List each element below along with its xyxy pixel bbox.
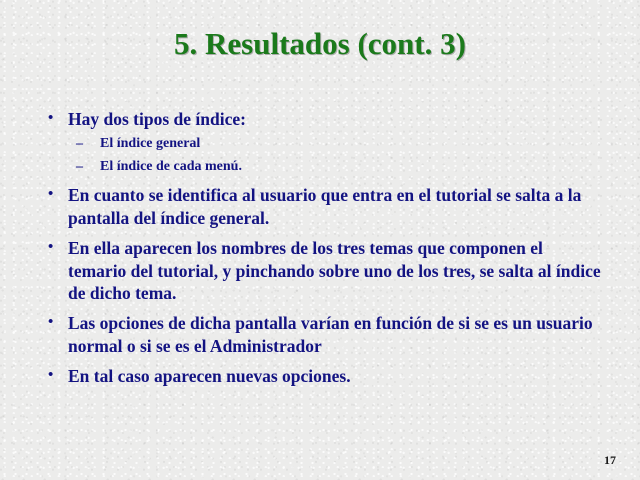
- bullet-icon: •: [48, 238, 54, 255]
- bullet-text: En ella aparecen los nombres de los tres temas que componen el temario del tutorial, y pinchando sobre uno de los tres, se salta al índice de dicho tema.: [68, 237, 601, 304]
- sub-bullet-text: El índice de cada menú.: [100, 159, 242, 175]
- page-number: 17: [604, 453, 616, 467]
- bullet-icon: •: [48, 314, 54, 331]
- bullet-list: [42, 108, 602, 387]
- sub-bullet-list: [68, 134, 602, 178]
- list-item: [68, 134, 602, 154]
- sub-bullet-text: El índice general: [100, 135, 201, 151]
- bullet-icon: •: [48, 186, 54, 203]
- bullet-text: Hay dos tipos de índice:: [68, 109, 246, 129]
- list-item: [42, 365, 602, 388]
- bullet-text: Las opciones de dicha pantalla varían en función de si se es un usuario normal o si se es el Administrador: [68, 313, 593, 356]
- bullet-text: En cuanto se identifica al usuario que entra en el tutorial se salta a la pantalla del índice general.: [68, 185, 582, 229]
- dash-icon: –: [76, 159, 83, 175]
- list-item: [42, 108, 602, 177]
- bullet-text: En tal caso aparecen nuevas opciones.: [68, 365, 351, 386]
- page-title: 5. Resultados (cont. 3): [174, 26, 466, 61]
- dash-icon: –: [76, 135, 83, 151]
- list-item: [42, 312, 602, 358]
- bullet-icon: •: [48, 110, 54, 126]
- bullet-icon: •: [48, 366, 54, 383]
- list-item: [68, 157, 602, 177]
- list-item: [42, 237, 602, 305]
- list-item: [42, 184, 602, 230]
- slide-body: [42, 108, 602, 394]
